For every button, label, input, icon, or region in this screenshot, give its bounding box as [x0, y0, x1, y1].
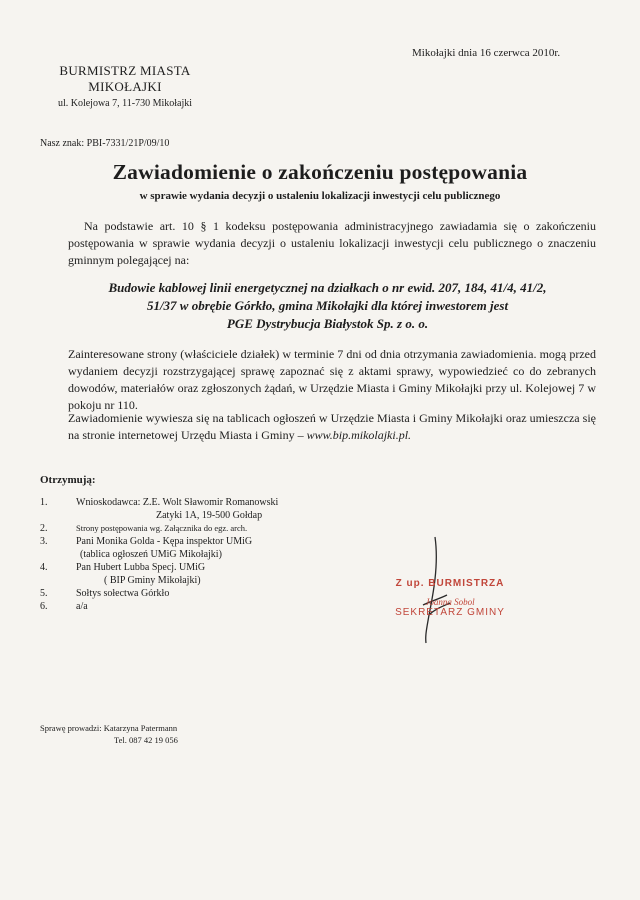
- issuer-block: [40, 63, 210, 109]
- recipient-line: Sołtys sołectwa Górkło: [76, 588, 170, 599]
- recipient-item: [40, 561, 370, 587]
- stamp-signatory-name: Joanna Sobol: [425, 597, 475, 607]
- recipient-number: 6.: [40, 601, 48, 612]
- subject-line-3: PGE Dystrybucja Białystok Sp. z o. o.: [226, 316, 429, 331]
- recipient-item: [40, 522, 370, 535]
- recipient-line: Strony postępowania wg. Załącznika do egz. arch.: [76, 523, 248, 533]
- recipient-number: 2.: [40, 523, 48, 534]
- recipient-item: [40, 535, 370, 561]
- case-handler-name: Sprawę prowadzi: Katarzyna Patermann: [40, 723, 178, 733]
- stamp-position: SEKRETARZ GMINY: [395, 607, 505, 618]
- recipient-number: 1.: [40, 497, 48, 508]
- investment-subject: [55, 279, 600, 333]
- recipient-number: 5.: [40, 588, 48, 599]
- place-date: Mikołajki dnia 16 czerwca 2010r.: [412, 47, 561, 59]
- subject-line-1: Budowie kablowej linii energetycznej na działkach o nr ewid. 207, 184, 41/4, 41/2,: [108, 280, 547, 295]
- reference-number: Nasz znak: PBI-7331/21P/09/10: [40, 138, 170, 149]
- recipient-number: 3.: [40, 536, 48, 547]
- recipient-line: Pani Monika Golda - Kępa inspektor UMiG: [76, 536, 253, 547]
- recipients-heading: Otrzymują:: [40, 474, 96, 486]
- case-handler: [40, 722, 178, 746]
- issuer-name-line2: MIKOŁAJKI: [88, 79, 162, 94]
- recipient-line: ( BIP Gminy Mikołajki): [104, 575, 201, 586]
- recipient-line: a/a: [76, 601, 88, 612]
- document-subtitle: w sprawie wydania decyzji o ustaleniu lokalizacji inwestycji celu publicznego: [139, 190, 501, 202]
- publication-paragraph: [68, 410, 596, 444]
- recipient-item: [40, 496, 370, 522]
- recipient-line: Pan Hubert Lubba Specj. UMiG: [76, 562, 206, 573]
- publication-text: Zawiadomienie wywiesza się na tablicach ogłoszeń w Urzędzie Miasta i Gminy Mikołajki oraz umieszcza się na stronie internetowej Urzędu Miasta i Gminy –: [68, 411, 596, 442]
- recipient-line: Wnioskodawca: Z.E. Wolt Sławomir Romanowski: [76, 497, 279, 508]
- recipients-list: [40, 496, 370, 613]
- issuer-name-line1: BURMISTRZ MIASTA: [59, 63, 191, 78]
- recipient-item: [40, 587, 370, 600]
- recipient-line: (tablica ogłoszeń UMiG Mikołajki): [80, 549, 222, 560]
- issuer-address: ul. Kolejowa 7, 11-730 Mikołajki: [57, 98, 193, 109]
- subject-line-2: 51/37 w obrębie Górkło, gmina Mikołajki dla której inwestorem jest: [146, 298, 509, 313]
- document-title: Zawiadomienie o zakończeniu postępowania: [112, 160, 528, 184]
- stamp-authorization: Z up. BURMISTRZA: [395, 578, 505, 589]
- website-link[interactable]: www.bip.mikolajki.pl.: [306, 428, 412, 442]
- legal-basis-paragraph: Na podstawie art. 10 § 1 kodeksu postępowania administracyjnego zawiadamia się o zakończeniu postępowania w sprawie wydania decyzji o ustaleniu lokalizacji inwestycji celu publicznego o znaczeniu gminnym polegającej na:: [68, 219, 596, 267]
- recipient-line: Zatyki 1A, 19-500 Gołdap: [156, 510, 263, 521]
- recipient-number: 4.: [40, 562, 48, 573]
- recipient-item: [40, 600, 370, 613]
- parties-paragraph: Zainteresowane strony (właściciele działek) w terminie 7 dni od dnia otrzymania zawiadomienia. mogą przed wydaniem decyzji rozstrzygającej sprawę zapoznać się z aktami sprawy, wypowiedzieć co do zebranych dowodów, materiałów oraz zgłoszonych żądań, w Urzędzie Miasta i Gminy Mikołajki przy ul. Kolejowej 7 w pokoju nr 110.: [68, 347, 596, 412]
- case-handler-phone: Tel. 087 42 19 056: [114, 735, 178, 745]
- official-stamp: [360, 578, 540, 618]
